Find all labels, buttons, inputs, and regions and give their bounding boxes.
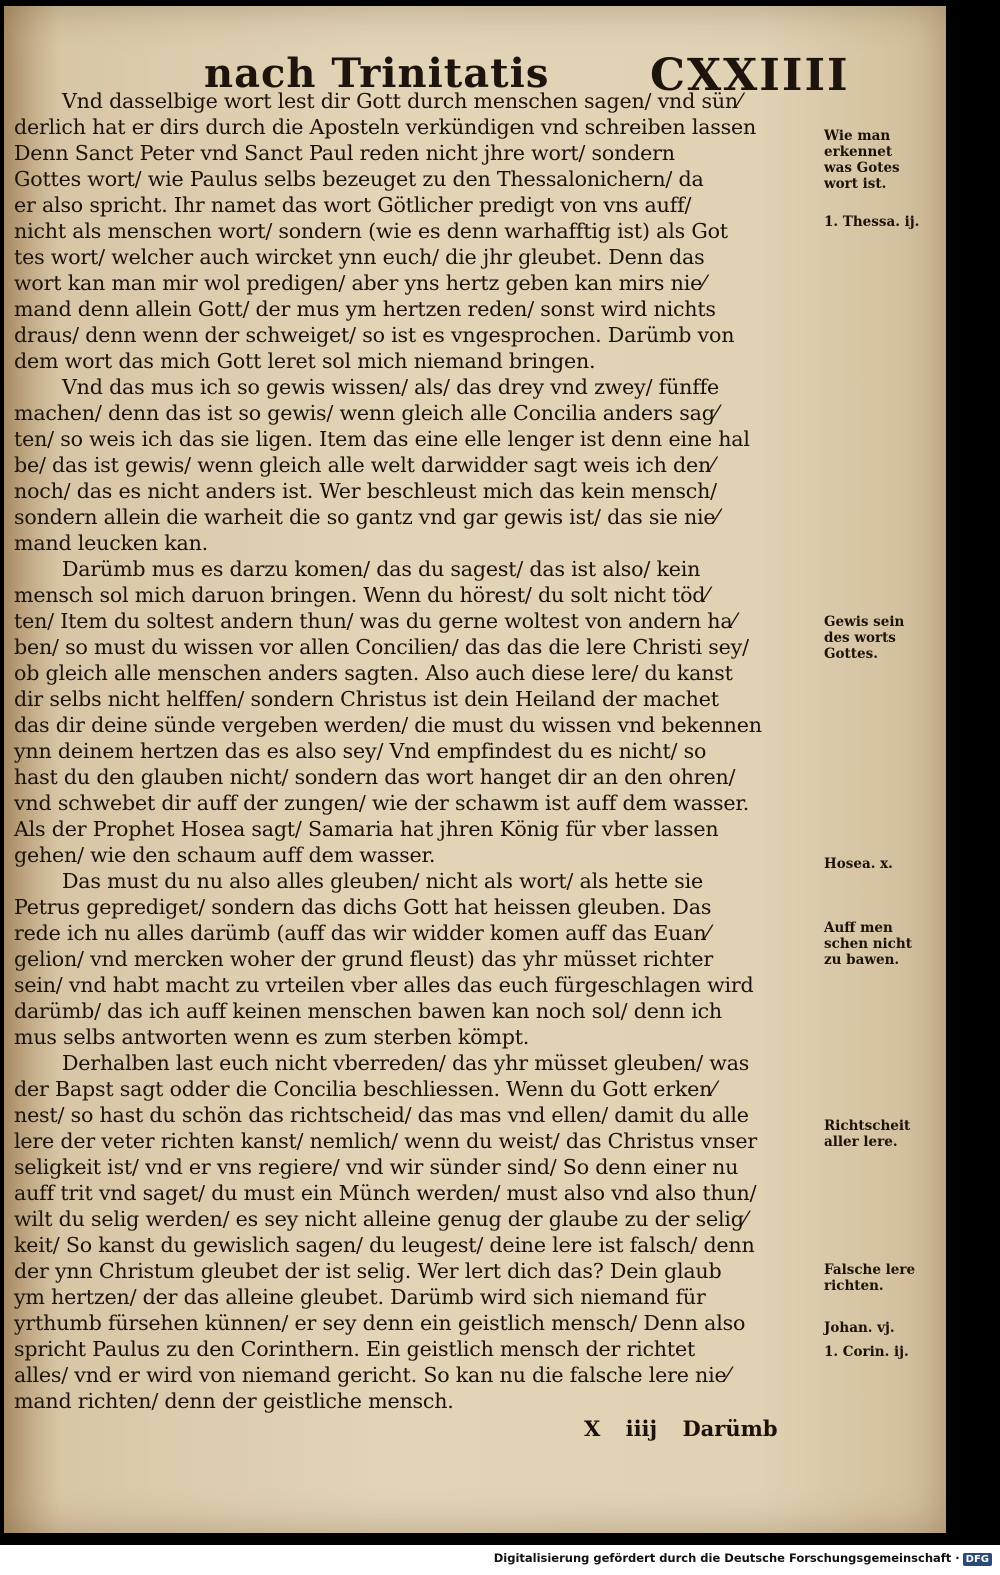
- signature-mark: X iiij: [584, 1416, 658, 1441]
- margin-note: Gewis sein des worts Gottes.: [824, 614, 905, 662]
- margin-note: Hosea. x.: [824, 856, 893, 872]
- paragraph-4: Das must du nu also alles gleuben/ nicht als wort/ als hette sie Petrus geprediget/ sondern das dichs Gott hat heissen gleuben. Das rede ich nu alles darümb (auff das wir widder komen auff das Euan⁄ gelion/ vnd mercken woher der grund fleust) das yhr müsset richter sein/ vnd habt macht zu vrteilen vber alles das euch fürgeschlagen wird darümb/ das ich auff keinen menschen bawen kan noch sol/ denn ich mus selbs antworten wenn es zum sterben kömpt.: [14, 869, 754, 1049]
- paragraph-1: Vnd dasselbige wort lest dir Gott durch menschen sagen/ vnd sün⁄ derlich hat er dirs durch die Aposteln verkündigen vnd schreiben lassen Denn Sanct Peter vnd Sanct Paul reden nicht jhre wort/ sondern Gottes wort/ wie Paulus selbs bezeuget zu den Thessalonichern/ da er also spricht. Ihr namet das wort Götlicher predigt von vns auff/ nicht als menschen wort/ sondern (wie es denn warhafftig ist) als Got tes wort/ welcher auch wircket ynn euch/ die jhr gleubet. Denn das wort kan man mir wol predigen/ aber yns hertz geben kan mirs nie⁄ mand denn allein Gott/ der mus ym hertzen reden/ sonst wird nichts draus/ denn wenn der schweiget/ so ist es vngesprochen. Darümb von dem wort das mich Gott leret sol mich niemand bringen.: [14, 89, 757, 373]
- funding-credit: [494, 1551, 992, 1566]
- margin-note: 1. Thessa. ij.: [824, 214, 920, 230]
- paragraph-3: Darümb mus es darzu komen/ das du sagest/ das ist also/ kein mensch sol mich daruon bringen. Wenn du hörest/ du solt nicht töd⁄ ten/ Item du soltest andern thun/ was du gerne woltest von andern ha⁄ ben/ so must du wissen vor allen Concilien/ das das die lere Christi sey/ ob gleich alle menschen anders sagten. Also auch diese lere/ du kanst dir selbs nicht helffen/ sondern Christus ist dein Heiland der machet das dir deine sünde vergeben werden/ die must du wissen vnd bekennen ynn deinem hertzen das es also sey/ Vnd empfindest du es nicht/ so hast du den glauben nicht/ sondern das wort hanget dir an den ohren/ vnd schwebet dir auff der zungen/ wie der schawm ist auff dem wasser. Als der Prophet Hosea sagt/ Samaria hat jhren König für vber lassen gehen/ wie den schaum auff dem wasser.: [14, 557, 762, 867]
- folio-number: CXXIIII: [650, 50, 850, 101]
- paragraph-5: Derhalben last euch nicht vberreden/ das yhr müsset gleuben/ was der Bapst sagt odder die Concilia beschliessen. Wenn du Gott erken⁄ nest/ so hast du schön das richtscheid/ das mas vnd ellen/ damit du alle lere der veter richten kanst/ nemlich/ wenn du weist/ das Christus vnser seligkeit ist/ vnd er vns regiere/ vnd wir sünder sind/ So denn einer nu auff trit vnd saget/ du must ein Münch werden/ must also vnd also thun/ wilt du selig werden/ es sey nicht alleine genug der glaube zu der selig⁄ keit/ So kanst du gewislich sagen/ du leugest/ deine lere ist falsch/ denn der ynn Christum gleubet der ist selig. Wer lert dich das? Dein glaub ym hertzen/ der das alleine gleubet. Darümb wird sich niemand für yrthumb fürsehen künnen/ er sey denn ein geistlich mensch/ Denn also spricht Paulus zu den Corinthern. Ein geistlich mensch der richtet alles/ vnd er wird von niemand gericht. So kan nu die falsche lere nie⁄ mand richten/ denn der geistliche mensch.: [14, 1051, 758, 1413]
- catchword: Darümb: [682, 1416, 778, 1441]
- signature-line: [584, 1416, 778, 1441]
- book-page: [4, 6, 946, 1533]
- margin-note: Falsche lere richten.: [824, 1262, 916, 1294]
- credit-text: Digitalisierung gefördert durch die Deutsche Forschungsgemeinschaft ·: [493, 1551, 960, 1565]
- paragraph-2: Vnd das mus ich so gewis wissen/ als/ das drey vnd zwey/ fünffe machen/ denn das ist so gewis/ wenn gleich alle Concilia anders sag⁄ ten/ so weis ich das sie ligen. Item das eine elle lenger ist denn eine hal be/ das ist gewis/ wenn gleich alle welt darwidder sagt weis ich den⁄ noch/ das es nicht anders ist. Wer beschleust mich das kein mensch/ sondern allein die warheit die so gantz vnd gar gewis ist/ das sie nie⁄ mand leucken kan.: [14, 375, 750, 555]
- margin-note: Johan. vj.: [824, 1320, 895, 1336]
- margin-note: Richtscheit aller lere.: [824, 1118, 911, 1150]
- margin-note: 1. Corin. ij.: [824, 1344, 909, 1360]
- dfg-logo: DFG: [963, 1553, 992, 1566]
- margin-note: Wie man erkennet was Gotes wort ist.: [824, 128, 900, 192]
- running-title: nach Trinitatis: [204, 50, 550, 97]
- main-text-block: [14, 88, 826, 1414]
- margin-note: Auff men schen nicht zu bawen.: [824, 920, 912, 968]
